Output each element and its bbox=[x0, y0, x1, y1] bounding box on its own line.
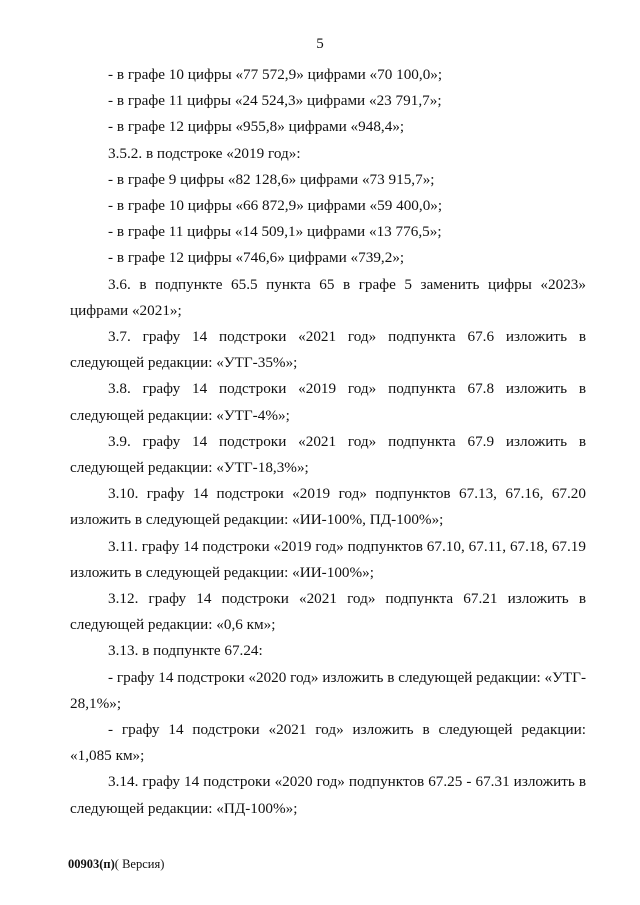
subsection-heading: 3.13. в подпункте 67.24: bbox=[108, 642, 263, 660]
amendment-line: - в графе 12 цифры «746,6» цифрами «739,2»; bbox=[108, 249, 405, 267]
amendment-paragraph: 3.9. графу 14 подстроки «2021 год» подпункта 67.9 изложить в следующей редакции: «УТГ-18,3%»; bbox=[70, 432, 586, 477]
document-body bbox=[70, 62, 586, 822]
amendment-paragraph: 3.12. графу 14 подстроки «2021 год» подпункта 67.21 изложить в следующей редакции: «0,6 км»; bbox=[70, 590, 586, 634]
subsection-heading: 3.5.2. в подстроке «2019 год»: bbox=[108, 144, 301, 162]
amendment-line: - в графе 11 цифры «14 509,1» цифрами «13 776,5»; bbox=[108, 223, 442, 241]
amendment-paragraph: 3.14. графу 14 подстроки «2020 год» подпунктов 67.25 - 67.31 изложить в следующей редакции: «ПД-100%»; bbox=[70, 773, 586, 817]
document-code: 00903(п) bbox=[68, 857, 115, 871]
amendment-paragraph: 3.11. графу 14 подстроки «2019 год» подпунктов 67.10, 67.11, 67.18, 67.19 изложить в следующей редакции: «ИИ-100%»; bbox=[70, 537, 586, 581]
amendment-line: - в графе 9 цифры «82 128,6» цифрами «73 915,7»; bbox=[108, 170, 435, 188]
amendment-paragraph: 3.8. графу 14 подстроки «2019 год» подпункта 67.8 изложить в следующей редакции: «УТГ-4%»; bbox=[70, 380, 586, 424]
amendment-paragraph: 3.10. графу 14 подстроки «2019 год» подпунктов 67.13, 67.16, 67.20 изложить в следующей редакции: «ИИ-100%, ПД-100%»; bbox=[70, 485, 586, 529]
page-number: 5 bbox=[316, 36, 324, 52]
document-footer bbox=[68, 857, 164, 872]
amendment-paragraph: 3.7. графу 14 подстроки «2021 год» подпункта 67.6 изложить в следующей редакции: «УТГ-35%»; bbox=[70, 328, 586, 372]
amendment-paragraph: 3.6. в подпункте 65.5 пункта 65 в графе 5 заменить цифры «2023» цифрами «2021»; bbox=[70, 275, 586, 319]
amendment-paragraph: - графу 14 подстроки «2020 год» изложить в следующей редакции: «УТГ- 28,1%»; bbox=[70, 668, 586, 712]
amendment-line: - в графе 12 цифры «955,8» цифрами «948,4»; bbox=[108, 118, 405, 136]
document-version: ( Версия) bbox=[114, 857, 165, 871]
amendment-line: - в графе 11 цифры «24 524,3» цифрами «23 791,7»; bbox=[108, 92, 442, 110]
amendment-line: - в графе 10 цифры «66 872,9» цифрами «59 400,0»; bbox=[108, 197, 443, 215]
amendment-line: - в графе 10 цифры «77 572,9» цифрами «70 100,0»; bbox=[108, 66, 443, 83]
amendment-paragraph: - графу 14 подстроки «2021 год» изложить в следующей редакции: «1,085 км»; bbox=[70, 721, 586, 765]
